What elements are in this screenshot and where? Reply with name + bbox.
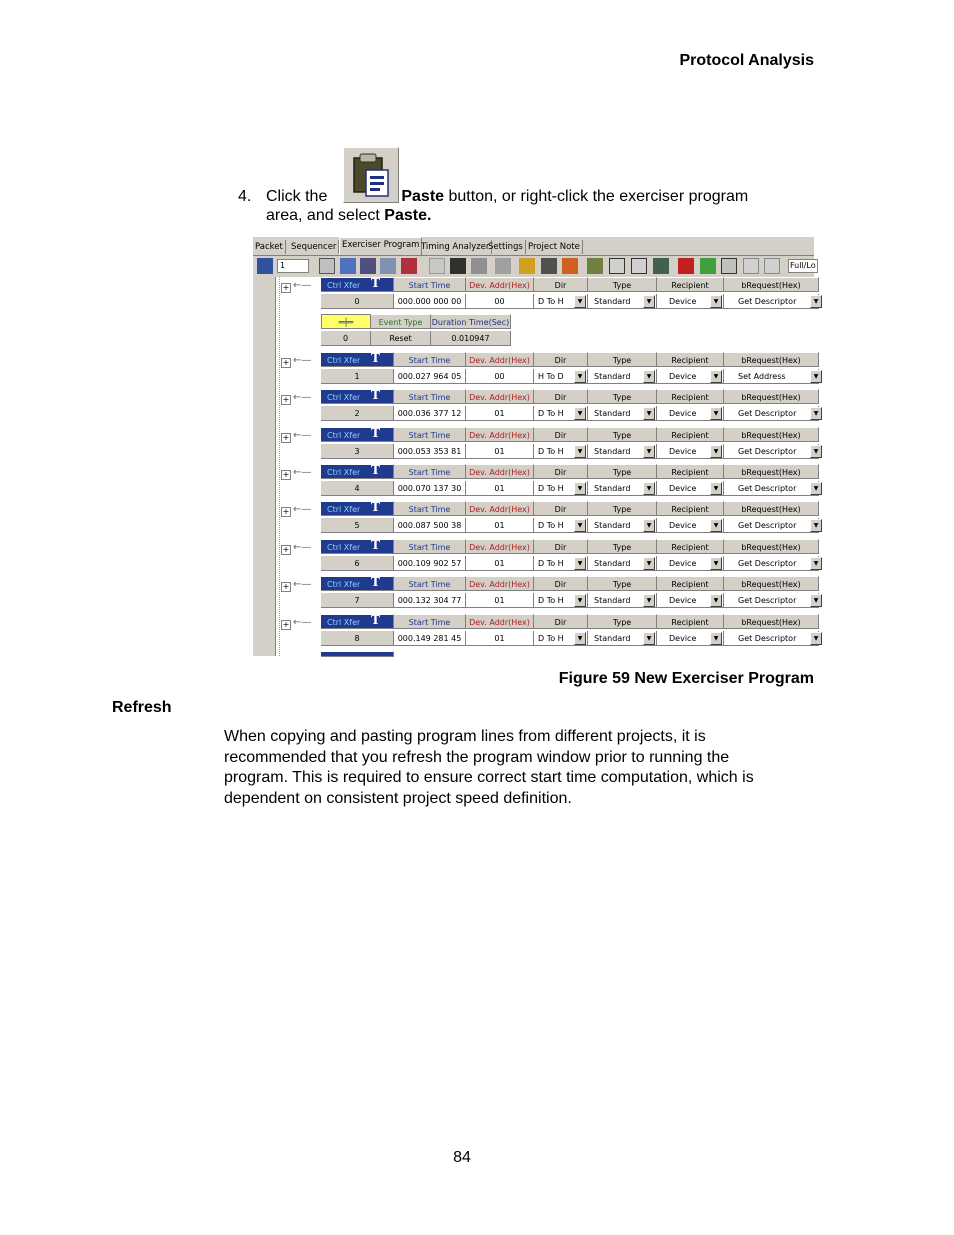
dropdown-arrow-icon[interactable]: ▼ bbox=[643, 519, 655, 532]
transfer-t-icon: T bbox=[371, 276, 380, 290]
dev-addr-value[interactable]: 01 bbox=[466, 518, 534, 533]
start-time-header: Start Time bbox=[394, 427, 466, 442]
dropdown-arrow-icon[interactable]: ▼ bbox=[710, 632, 722, 645]
start-time-value[interactable]: 000.000 000 00 bbox=[394, 294, 466, 309]
next-row-header-partial bbox=[321, 651, 394, 657]
dropdown-arrow-icon[interactable]: ▼ bbox=[574, 632, 586, 645]
dropdown-arrow-icon[interactable]: ▼ bbox=[643, 370, 655, 383]
reset-icon: ═╪═ bbox=[338, 318, 354, 327]
recipient-value[interactable]: Device bbox=[657, 556, 724, 571]
expand-icon[interactable]: + bbox=[282, 283, 290, 292]
recipient-header: Recipient bbox=[657, 427, 724, 442]
expand-icon[interactable]: + bbox=[282, 620, 290, 629]
start-time-header: Start Time bbox=[394, 352, 466, 367]
split-icon[interactable] bbox=[360, 258, 376, 274]
start-time-value[interactable]: 000.109 902 57 bbox=[394, 556, 466, 571]
dev-addr-value[interactable]: 01 bbox=[466, 444, 534, 459]
dropdown-arrow-icon[interactable]: ▼ bbox=[574, 482, 586, 495]
brequest-header: bRequest(Hex) bbox=[724, 389, 819, 404]
ctrl-xfer-header: Ctrl Xfer bbox=[321, 614, 394, 629]
brequest-header: bRequest(Hex) bbox=[724, 501, 819, 516]
brequest-value[interactable]: Get Descriptor bbox=[724, 556, 819, 571]
ctrl-xfer-header: Ctrl Xfer bbox=[321, 277, 394, 292]
start-time-value[interactable]: 000.149 281 45 bbox=[394, 631, 466, 646]
brequest-value[interactable]: Get Descriptor bbox=[724, 631, 819, 646]
packet-icon[interactable] bbox=[319, 258, 335, 274]
branch-arrow-icon: ←— bbox=[293, 467, 312, 478]
branch-arrow-icon: ←— bbox=[293, 504, 312, 515]
type-value[interactable]: Standard bbox=[588, 518, 657, 533]
tab-settings[interactable]: Settings bbox=[486, 240, 526, 254]
dropdown-arrow-icon[interactable]: ▼ bbox=[710, 370, 722, 383]
row-index[interactable]: 7 bbox=[321, 593, 394, 608]
branch-arrow-icon: ←— bbox=[293, 579, 312, 590]
type-value[interactable]: Standard bbox=[588, 369, 657, 384]
dropdown-arrow-icon[interactable]: ▼ bbox=[574, 445, 586, 458]
dropdown-arrow-icon[interactable]: ▼ bbox=[710, 519, 722, 532]
count-spinner[interactable]: 1 bbox=[277, 259, 309, 273]
section-title-refresh: Refresh bbox=[112, 699, 172, 716]
step-4 bbox=[238, 186, 818, 207]
paragraph-line: recommended that you refresh the program window prior to running the bbox=[224, 748, 730, 766]
branch-arrow-icon: ←— bbox=[293, 542, 312, 553]
recipient-header: Recipient bbox=[657, 614, 724, 629]
row-index[interactable]: 0 bbox=[321, 294, 394, 309]
dropdown-arrow-icon[interactable]: ▼ bbox=[810, 295, 822, 308]
dropdown-arrow-icon[interactable]: ▼ bbox=[710, 594, 722, 607]
start-time-value[interactable]: 000.132 304 77 bbox=[394, 593, 466, 608]
dropdown-arrow-icon[interactable]: ▼ bbox=[643, 632, 655, 645]
brequest-header: bRequest(Hex) bbox=[724, 464, 819, 479]
transfer-t-icon: T bbox=[371, 388, 380, 402]
step-number: 4. bbox=[238, 188, 252, 205]
step-line2-bold: Paste. bbox=[384, 207, 432, 224]
dir-header: Dir bbox=[534, 501, 588, 516]
dev-addr-header: Dev. Addr(Hex) bbox=[466, 539, 534, 554]
dropdown-arrow-icon[interactable]: ▼ bbox=[810, 407, 822, 420]
dev-addr-header: Dev. Addr(Hex) bbox=[466, 427, 534, 442]
branch-arrow-icon: ←— bbox=[293, 280, 312, 291]
transfer-t-icon: T bbox=[371, 500, 380, 514]
dir-value[interactable]: D To H bbox=[534, 444, 588, 459]
branch-arrow-icon: ←— bbox=[293, 355, 312, 366]
start-time-header: Start Time bbox=[394, 277, 466, 292]
page-number: 84 bbox=[453, 1149, 471, 1166]
dropdown-arrow-icon[interactable]: ▼ bbox=[574, 295, 586, 308]
branch-arrow-icon: ←— bbox=[293, 617, 312, 628]
type-header: Type bbox=[588, 352, 657, 367]
type-header: Type bbox=[588, 501, 657, 516]
brequest-header: bRequest(Hex) bbox=[724, 576, 819, 591]
dropdown-arrow-icon[interactable]: ▼ bbox=[643, 295, 655, 308]
ctrl-xfer-header: Ctrl Xfer bbox=[321, 539, 394, 554]
dropdown-arrow-icon[interactable]: ▼ bbox=[810, 557, 822, 570]
tab-exerciser-program[interactable]: Exerciser Program bbox=[339, 237, 422, 255]
trash-icon[interactable] bbox=[429, 258, 445, 274]
cross-icon[interactable] bbox=[401, 258, 417, 274]
recipient-value[interactable]: Device bbox=[657, 444, 724, 459]
branch-arrow-icon: ←— bbox=[293, 392, 312, 403]
dropdown-arrow-icon[interactable]: ▼ bbox=[710, 557, 722, 570]
dev-addr-value[interactable]: 00 bbox=[466, 294, 534, 309]
move-icon[interactable] bbox=[380, 258, 396, 274]
dropdown-arrow-icon[interactable]: ▼ bbox=[710, 482, 722, 495]
ctrl-xfer-header: Ctrl Xfer bbox=[321, 576, 394, 591]
dropdown-arrow-icon[interactable]: ▼ bbox=[643, 482, 655, 495]
tab-project-note[interactable]: Project Note bbox=[526, 240, 583, 254]
tab-sequencer[interactable]: Sequencer bbox=[289, 240, 339, 254]
dropdown-arrow-icon[interactable]: ▼ bbox=[574, 519, 586, 532]
copy-icon[interactable] bbox=[519, 258, 535, 274]
recipient-header: Recipient bbox=[657, 389, 724, 404]
recipient-header: Recipient bbox=[657, 539, 724, 554]
tab-timing-analyzer[interactable]: Timing Analyzer bbox=[419, 240, 492, 254]
type-header: Type bbox=[588, 277, 657, 292]
dir-value[interactable]: D To H bbox=[534, 518, 588, 533]
ctrl-xfer-header: Ctrl Xfer bbox=[321, 464, 394, 479]
paste-button-icon bbox=[343, 147, 399, 203]
step-line2-text: area, and select bbox=[266, 207, 385, 224]
start-time-value[interactable]: 000.070 137 30 bbox=[394, 481, 466, 496]
dropdown-arrow-icon[interactable]: ▼ bbox=[810, 594, 822, 607]
dev-addr-header: Dev. Addr(Hex) bbox=[466, 277, 534, 292]
expand-icon[interactable]: + bbox=[282, 545, 290, 554]
recipient-header: Recipient bbox=[657, 576, 724, 591]
ctrl-xfer-header: Ctrl Xfer bbox=[321, 427, 394, 442]
document-icon[interactable] bbox=[721, 258, 737, 274]
tab-bar bbox=[253, 237, 814, 256]
type-header: Type bbox=[588, 427, 657, 442]
type-value[interactable]: Standard bbox=[588, 593, 657, 608]
ctrl-xfer-header: Ctrl Xfer bbox=[321, 389, 394, 404]
dropdown-arrow-icon[interactable]: ▼ bbox=[574, 370, 586, 383]
step-paste-bold: Paste bbox=[401, 188, 445, 205]
recipient-value[interactable]: Device bbox=[657, 294, 724, 309]
paste-special-icon[interactable] bbox=[562, 258, 578, 274]
dir-value[interactable]: H To D bbox=[534, 369, 588, 384]
dir-header: Dir bbox=[534, 614, 588, 629]
type-value[interactable]: Standard bbox=[588, 444, 657, 459]
dev-addr-value[interactable]: 01 bbox=[466, 556, 534, 571]
start-time-header: Start Time bbox=[394, 501, 466, 516]
row-index[interactable]: 5 bbox=[321, 518, 394, 533]
dir-header: Dir bbox=[534, 576, 588, 591]
program-grid[interactable] bbox=[253, 276, 819, 656]
dropdown-arrow-icon[interactable]: ▼ bbox=[574, 407, 586, 420]
dropdown-arrow-icon[interactable]: ▼ bbox=[810, 370, 822, 383]
event-type-value[interactable]: Reset bbox=[371, 331, 431, 346]
brequest-header: bRequest(Hex) bbox=[724, 427, 819, 442]
tab-packet[interactable]: Packet bbox=[253, 240, 286, 254]
dev-addr-header: Dev. Addr(Hex) bbox=[466, 389, 534, 404]
dropdown-arrow-icon[interactable]: ▼ bbox=[643, 407, 655, 420]
find-next-icon[interactable] bbox=[471, 258, 487, 274]
row-index[interactable]: 2 bbox=[321, 406, 394, 421]
row-index[interactable]: 1 bbox=[321, 369, 394, 384]
undo-icon[interactable] bbox=[743, 258, 759, 274]
brequest-header: bRequest(Hex) bbox=[724, 277, 819, 292]
type-header: Type bbox=[588, 389, 657, 404]
redo-icon[interactable] bbox=[764, 258, 780, 274]
dropdown-arrow-icon[interactable]: ▼ bbox=[643, 445, 655, 458]
type-header: Type bbox=[588, 614, 657, 629]
refresh-paragraph bbox=[224, 727, 814, 809]
duration-value[interactable]: 0.010947 bbox=[431, 331, 511, 346]
start-time-header: Start Time bbox=[394, 576, 466, 591]
dev-addr-header: Dev. Addr(Hex) bbox=[466, 576, 534, 591]
duration-header: Duration Time(Sec) bbox=[431, 314, 511, 329]
dev-addr-header: Dev. Addr(Hex) bbox=[466, 464, 534, 479]
expand-icon[interactable]: + bbox=[282, 507, 290, 516]
wave-icon[interactable] bbox=[587, 258, 603, 274]
find-prev-icon[interactable] bbox=[495, 258, 511, 274]
start-time-value[interactable]: 000.027 964 05 bbox=[394, 369, 466, 384]
start-time-header: Start Time bbox=[394, 539, 466, 554]
add-icon[interactable] bbox=[257, 258, 273, 274]
brequest-value[interactable]: Get Descriptor bbox=[724, 481, 819, 496]
figure-caption: Figure 59 New Exerciser Program bbox=[558, 670, 814, 687]
start-time-value[interactable]: 000.053 353 81 bbox=[394, 444, 466, 459]
dropdown-arrow-icon[interactable]: ▼ bbox=[710, 407, 722, 420]
dir-value[interactable]: D To H bbox=[534, 406, 588, 421]
dev-addr-header: Dev. Addr(Hex) bbox=[466, 352, 534, 367]
ctrl-xfer-header: Ctrl Xfer bbox=[321, 501, 394, 516]
dropdown-arrow-icon[interactable]: ▼ bbox=[574, 594, 586, 607]
dropdown-arrow-icon[interactable]: ▼ bbox=[710, 445, 722, 458]
dropdown-arrow-icon[interactable]: ▼ bbox=[810, 632, 822, 645]
paste-icon[interactable] bbox=[541, 258, 557, 274]
insert-icon[interactable] bbox=[340, 258, 356, 274]
brequest-value[interactable]: Get Descriptor bbox=[724, 406, 819, 421]
toolbar bbox=[253, 256, 814, 276]
branch-arrow-icon: ←— bbox=[293, 430, 312, 441]
page-header-title: Protocol Analysis bbox=[679, 52, 814, 69]
recipient-value[interactable]: Device bbox=[657, 481, 724, 496]
zoom-out-icon[interactable] bbox=[631, 258, 647, 274]
tools-icon[interactable] bbox=[678, 258, 694, 274]
dropdown-arrow-icon[interactable]: ▼ bbox=[810, 519, 822, 532]
type-value[interactable]: Standard bbox=[588, 294, 657, 309]
dir-header: Dir bbox=[534, 277, 588, 292]
zoom-in-icon[interactable] bbox=[609, 258, 625, 274]
type-value[interactable]: Standard bbox=[588, 406, 657, 421]
dir-value[interactable]: D To H bbox=[534, 294, 588, 309]
type-value[interactable]: Standard bbox=[588, 556, 657, 571]
recipient-value[interactable]: Device bbox=[657, 593, 724, 608]
dropdown-arrow-icon[interactable]: ▼ bbox=[643, 594, 655, 607]
type-value[interactable]: Standard bbox=[588, 631, 657, 646]
paragraph-line: program. This is required to ensure correct start time computation, which is bbox=[224, 769, 754, 786]
brequest-header: bRequest(Hex) bbox=[724, 352, 819, 367]
dropdown-arrow-icon[interactable]: ▼ bbox=[810, 445, 822, 458]
type-value[interactable]: Standard bbox=[588, 481, 657, 496]
recipient-value[interactable]: Device bbox=[657, 518, 724, 533]
step-text-after: button, or right-click the exerciser program bbox=[444, 188, 749, 205]
expand-icon[interactable]: + bbox=[282, 395, 290, 404]
reset-event-icon-cell bbox=[321, 314, 371, 329]
brequest-value[interactable]: Set Address bbox=[724, 369, 819, 384]
transfer-t-icon: T bbox=[371, 538, 380, 552]
recipient-value[interactable]: Device bbox=[657, 369, 724, 384]
transfer-t-icon: T bbox=[371, 575, 380, 589]
step-4-line2 bbox=[266, 207, 431, 225]
start-time-header: Start Time bbox=[394, 464, 466, 479]
type-header: Type bbox=[588, 464, 657, 479]
transfer-t-icon: T bbox=[371, 463, 380, 477]
binoculars-icon[interactable] bbox=[450, 258, 466, 274]
row-index[interactable]: 4 bbox=[321, 481, 394, 496]
brequest-header: bRequest(Hex) bbox=[724, 614, 819, 629]
recipient-header: Recipient bbox=[657, 352, 724, 367]
dev-addr-header: Dev. Addr(Hex) bbox=[466, 614, 534, 629]
step-text-before: Click the bbox=[266, 188, 328, 205]
arrows-icon[interactable] bbox=[700, 258, 716, 274]
row-index[interactable]: 6 bbox=[321, 556, 394, 571]
start-time-value[interactable]: 000.087 500 38 bbox=[394, 518, 466, 533]
dev-addr-header: Dev. Addr(Hex) bbox=[466, 501, 534, 516]
ctrl-xfer-header: Ctrl Xfer bbox=[321, 352, 394, 367]
transfer-t-icon: T bbox=[371, 426, 380, 440]
dir-value[interactable]: D To H bbox=[534, 556, 588, 571]
dev-addr-value[interactable]: 00 bbox=[466, 369, 534, 384]
recipient-header: Recipient bbox=[657, 277, 724, 292]
recipient-header: Recipient bbox=[657, 501, 724, 516]
expand-icon[interactable]: + bbox=[282, 470, 290, 479]
dev-addr-value[interactable]: 01 bbox=[466, 481, 534, 496]
type-header: Type bbox=[588, 576, 657, 591]
brequest-value[interactable]: Get Descriptor bbox=[724, 444, 819, 459]
dir-value[interactable]: D To H bbox=[534, 631, 588, 646]
recipient-value[interactable]: Device bbox=[657, 631, 724, 646]
event-type-header: Event Type bbox=[371, 314, 431, 329]
start-time-value[interactable]: 000.036 377 12 bbox=[394, 406, 466, 421]
brequest-header: bRequest(Hex) bbox=[724, 539, 819, 554]
brequest-value[interactable]: Get Descriptor bbox=[724, 294, 819, 309]
dev-addr-value[interactable]: 01 bbox=[466, 406, 534, 421]
dropdown-arrow-icon[interactable]: ▼ bbox=[643, 557, 655, 570]
dir-header: Dir bbox=[534, 464, 588, 479]
start-time-header: Start Time bbox=[394, 389, 466, 404]
brequest-value[interactable]: Get Descriptor bbox=[724, 593, 819, 608]
type-header: Type bbox=[588, 539, 657, 554]
expand-icon[interactable]: + bbox=[282, 358, 290, 367]
dropdown-arrow-icon[interactable]: ▼ bbox=[710, 295, 722, 308]
transfer-t-icon: T bbox=[371, 613, 380, 627]
row-index[interactable]: 8 bbox=[321, 631, 394, 646]
start-time-header: Start Time bbox=[394, 614, 466, 629]
row-index[interactable]: 3 bbox=[321, 444, 394, 459]
paragraph-line: When copying and pasting program lines from different projects, it is bbox=[224, 728, 706, 745]
dir-header: Dir bbox=[534, 539, 588, 554]
dir-header: Dir bbox=[534, 352, 588, 367]
transfer-t-icon: T bbox=[371, 351, 380, 365]
dir-value[interactable]: D To H bbox=[534, 481, 588, 496]
expand-icon[interactable]: + bbox=[282, 582, 290, 591]
dir-header: Dir bbox=[534, 389, 588, 404]
speed-combo[interactable]: Full/Lo bbox=[788, 259, 818, 273]
dir-value[interactable]: D To H bbox=[534, 593, 588, 608]
paragraph-line: dependent on consistent project speed definition. bbox=[224, 789, 572, 807]
brequest-value[interactable]: Get Descriptor bbox=[724, 518, 819, 533]
dev-addr-value[interactable]: 01 bbox=[466, 631, 534, 646]
event-index[interactable]: 0 bbox=[321, 331, 371, 346]
dir-header: Dir bbox=[534, 427, 588, 442]
window-icon[interactable] bbox=[653, 258, 669, 274]
recipient-header: Recipient bbox=[657, 464, 724, 479]
dev-addr-value[interactable]: 01 bbox=[466, 593, 534, 608]
dropdown-arrow-icon[interactable]: ▼ bbox=[574, 557, 586, 570]
exerciser-program-screenshot bbox=[253, 237, 819, 656]
expand-icon[interactable]: + bbox=[282, 433, 290, 442]
dropdown-arrow-icon[interactable]: ▼ bbox=[810, 482, 822, 495]
grid-gutter bbox=[253, 277, 276, 656]
recipient-value[interactable]: Device bbox=[657, 406, 724, 421]
